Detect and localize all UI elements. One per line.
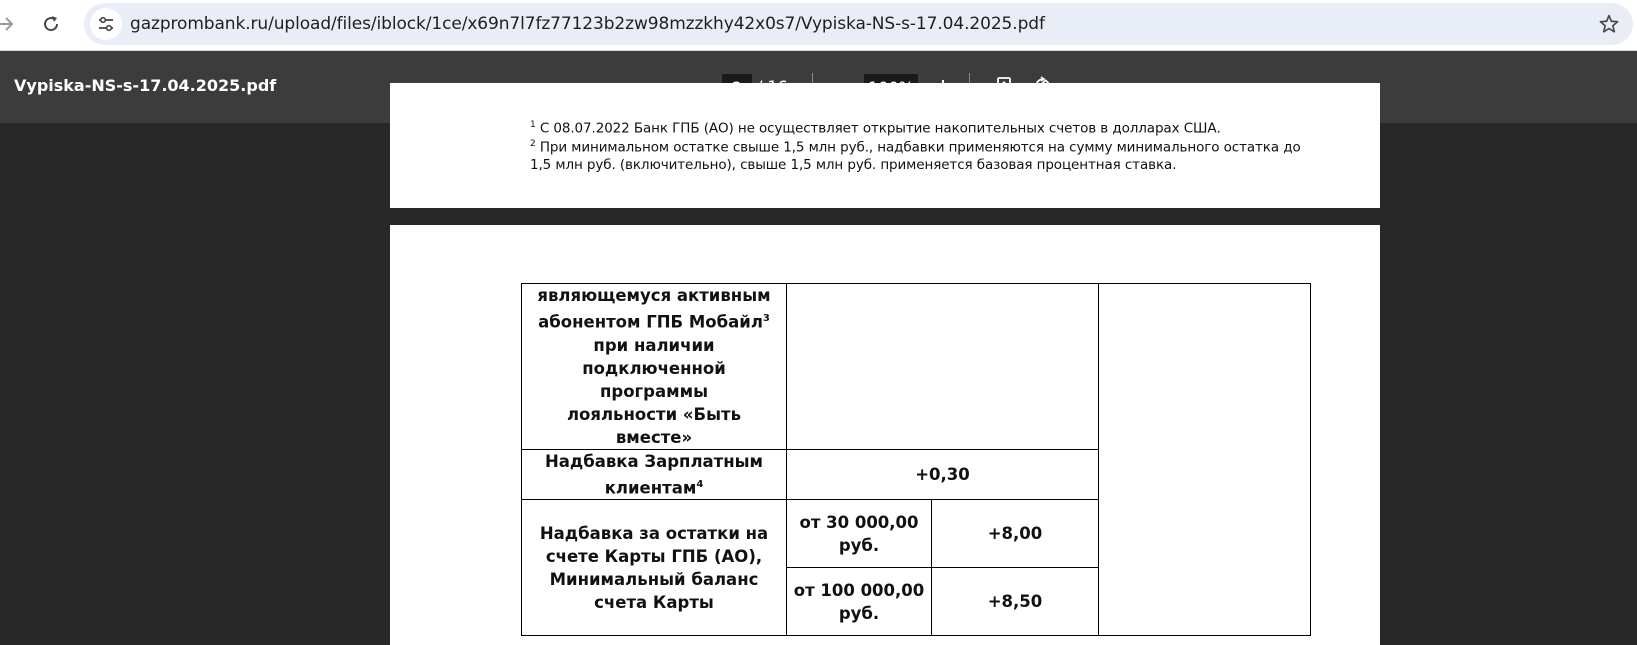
- table-cell: [787, 568, 932, 636]
- footnote-2-continued: [530, 157, 1176, 173]
- footnote-ref: 3: [762, 313, 770, 324]
- table-cell: [787, 500, 932, 568]
- table-cell: +8,50: [932, 568, 1099, 636]
- star-icon: [1598, 13, 1620, 35]
- footnote-2-line-2: 1,5 млн руб. (включительно), свыше 1,5 млн руб. применяется базовая процентная ставка.: [530, 157, 1177, 173]
- table-cell: [522, 284, 787, 450]
- footnote-2-mark: 2: [530, 139, 536, 149]
- cell-line: Надбавка за остатки на: [539, 523, 769, 543]
- cell-line: при наличии: [593, 335, 715, 355]
- address-bar[interactable]: [84, 3, 1633, 45]
- footnote-1: [530, 120, 1221, 137]
- cell-line: являющемуся активным: [537, 286, 771, 305]
- reload-icon: [41, 14, 61, 34]
- bookmark-button[interactable]: [1595, 10, 1623, 38]
- back-button[interactable]: [0, 7, 22, 41]
- tune-icon: [97, 15, 115, 33]
- cell-line: Минимальный баланс: [549, 569, 759, 589]
- table-cell: [522, 500, 787, 636]
- table-cell: [522, 449, 787, 500]
- site-info-button[interactable]: [90, 8, 122, 40]
- table-cell: [787, 284, 1099, 450]
- footnote-2: [530, 139, 1301, 156]
- cell-line: от 100 000,00: [793, 580, 925, 600]
- reload-button[interactable]: [34, 7, 68, 41]
- cell-line: Надбавка Зарплатным: [544, 451, 764, 471]
- document-title: Vypiska-NS-s-17.04.2025.pdf: [14, 76, 277, 95]
- pdf-viewport[interactable]: [0, 120, 1637, 623]
- cell-line: счете Карты ГПБ (АО),: [545, 546, 763, 566]
- cell-line: абонентом ГПБ Мобайл: [538, 312, 763, 332]
- table-cell: +0,30: [787, 449, 1099, 500]
- cell-line: клиентам: [604, 478, 697, 497]
- pdf-page-1: [390, 83, 1380, 208]
- browser-toolbar: [0, 0, 1637, 51]
- pdf-page-2: [390, 225, 1380, 645]
- footnote-2-line-1: При минимальном остатке свыше 1,5 млн руб., надбавки применяются на сумму минимального остатка до: [539, 139, 1301, 156]
- cell-line: от 30 000,00: [799, 512, 919, 532]
- footnote-ref: 4: [696, 478, 704, 490]
- cell-line: подключенной программы: [582, 358, 726, 401]
- table-cell: +8,00: [932, 500, 1099, 568]
- arrow-left-icon: [0, 14, 15, 34]
- cell-line: руб.: [838, 535, 880, 555]
- cell-line: руб.: [838, 603, 880, 623]
- footnote-1-mark: 1: [530, 120, 536, 130]
- rates-table: [521, 283, 1311, 636]
- table-cell: [1099, 284, 1311, 636]
- footnote-1-text: С 08.07.2022 Банк ГПБ (АО) не осуществляет открытие накопительных счетов в долларах США.: [539, 120, 1221, 137]
- cell-line: счета Карты: [594, 592, 714, 612]
- url-text[interactable]: gazprombank.ru/upload/files/iblock/1ce/x69n7l7fz77123b2zw98mzzkhy42x0s7/Vypiska-NS-s-17.04.2025.pdf: [130, 14, 1045, 34]
- table-row: [522, 284, 1311, 450]
- cell-line: лояльности «Быть вместе»: [566, 404, 742, 447]
